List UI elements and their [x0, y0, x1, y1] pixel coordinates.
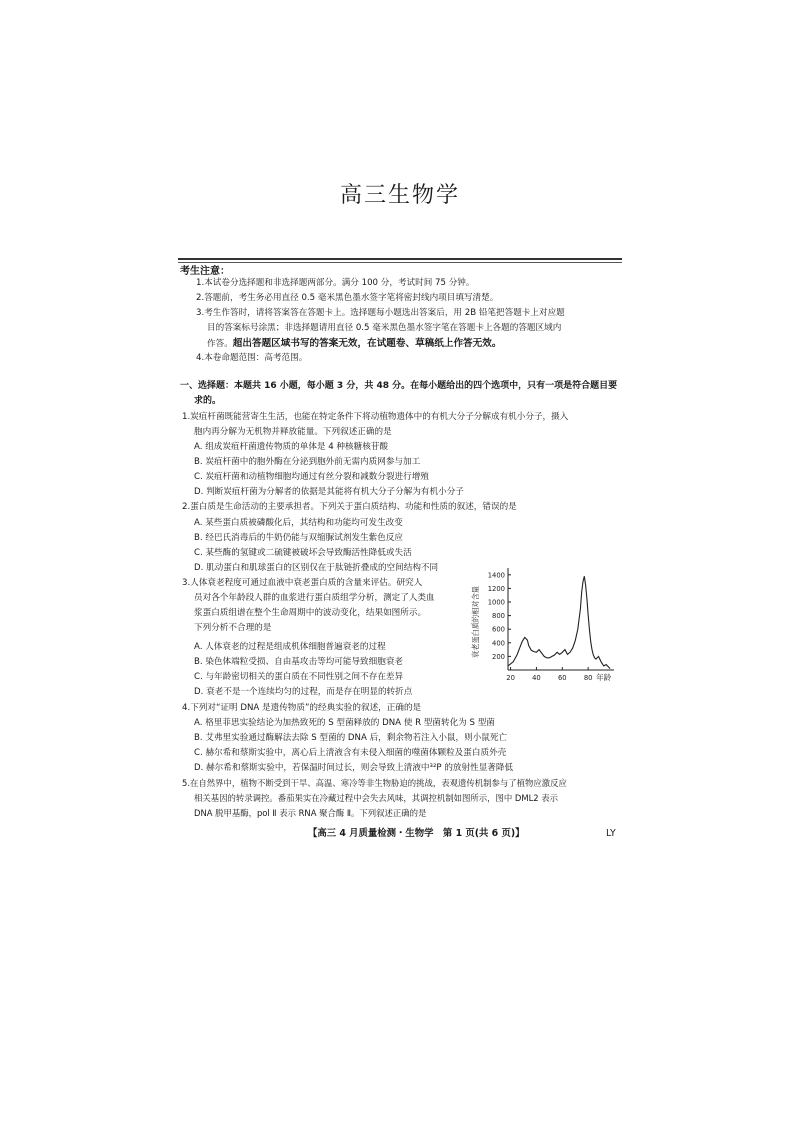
- notice-item-3: 3.考生作答时，请将答案答在答题卡上。选择题每小题选出答案后，用 2B 铅笔把答题卡上对应题: [196, 308, 565, 318]
- chart-xlabel: 年龄: [596, 673, 612, 682]
- notice-item-3-tail-prefix: 作答。: [207, 339, 233, 349]
- section1-heading-cont: 求的。: [194, 396, 222, 406]
- q1-option-a: A. 组成炭疽杆菌遗传物质的单体是 4 种核糖核苷酸: [194, 442, 388, 452]
- aging-protein-chart: [468, 560, 624, 690]
- q1-stem-cont: 胞内再分解为无机物并释放能量。下列叙述正确的是: [194, 427, 392, 437]
- q5-stem: 5.在自然界中，植物不断受到干旱、高温、寒冷等非生物胁迫的挑战，表观遗传机制参与了植物应激反应: [182, 778, 567, 788]
- chart-ylabel: 衰老蛋白质的相对含量: [471, 586, 480, 658]
- chart-y-tick-label: 1200: [487, 584, 505, 593]
- chart-x-tick-label: 40: [532, 674, 541, 682]
- q1-option-b: B. 炭疽杆菌中的胞外酶在分泌到胞外前无需内质网参与加工: [194, 457, 421, 467]
- q4-option-a: A. 格里菲思实验结论为加热致死的 S 型菌释放的 DNA 使 R 型菌转化为 S 型菌: [194, 718, 495, 728]
- q3-stem-2: 员对各个年龄段人群的血浆进行蛋白质组学分析，测定了人类血: [194, 593, 435, 603]
- q3-stem-4: 下列分析不合理的是: [194, 623, 272, 633]
- section1-heading: 一、选择题：本题共 16 小题，每小题 3 分，共 48 分。在每小题给出的四个选项中，只有一项是符合题目要: [180, 381, 618, 391]
- q2-stem: 2.蛋白质是生命活动的主要承担者。下列关于蛋白质结构、功能和性质的叙述，错误的是: [182, 502, 517, 512]
- q4-option-d: D. 赫尔希和蔡斯实验中，若保温时间过长，则会导致上清液中³²P 的放射性显著降低: [194, 763, 514, 773]
- q4-option-b: B. 艾弗里实验通过酶解法去除 S 型菌的 DNA 后，剩余物若注入小鼠，则小鼠死亡: [194, 733, 508, 743]
- title-rule: [178, 258, 622, 260]
- q3-option-b: B. 染色体端粒受损、自由基攻击等均可能导致细胞衰老: [194, 657, 404, 667]
- q1-option-d: D. 判断炭疽杆菌为分解者的依据是其能将有机大分子分解为有机小分子: [194, 487, 464, 497]
- q2-option-b: B. 经巴氏消毒后的牛奶仍能与双缩脲试剂发生紫色反应: [194, 533, 404, 543]
- chart-y-tick-label: 600: [492, 625, 505, 634]
- notice-item-4: 4.本卷命题范围：高考范围。: [196, 353, 308, 363]
- q2-option-d: D. 肌动蛋白和肌球蛋白的区别仅在于肽链折叠成的空间结构不同: [194, 563, 439, 573]
- title-rule-thin: [178, 262, 622, 263]
- chart-x-tick-label: 80: [583, 674, 593, 682]
- q5-stem-3: DNA 脱甲基酶，pol Ⅱ 表示 RNA 聚合酶 Ⅱ。下列叙述正确的是: [194, 808, 427, 818]
- notice-item-1: 1.本试卷分选择题和非选择题两部分。满分 100 分，考试时间 75 分钟。: [196, 278, 475, 288]
- q4-option-c: C. 赫尔希和蔡斯实验中，离心后上清液含有未侵入细菌的噬菌体颗粒及蛋白质外壳: [194, 748, 507, 758]
- q3-option-c: C. 与年龄密切相关的蛋白质在不同性别之间不存在差异: [194, 672, 404, 682]
- chart-y-tick-label: 200: [492, 652, 505, 661]
- chart-series-line: [508, 576, 610, 668]
- notice-item-3-cont: 目的答案标号涂黑；非选择题请用直径 0.5 毫米黑色墨水签字笔在答题卡上各题的答题区域内: [207, 323, 562, 333]
- page-footer: 【高三 4 月质量检测・生物学 第 1 页(共 6 页)】: [308, 828, 525, 839]
- q2-option-a: A. 某些蛋白质被磷酸化后，其结构和功能均可发生改变: [194, 518, 403, 528]
- q2-option-c: C. 某些酶的氢键或二硫键被破坏会导致酶活性降低或失活: [194, 548, 412, 558]
- q1-stem: 1.炭疽杆菌既能营寄生生活，也能在特定条件下将动植物遗体中的有机大分子分解成有机小分子，摄入: [182, 412, 569, 422]
- chart-y-tick-label: 800: [492, 612, 505, 621]
- page-title: 高三生物学: [339, 183, 460, 208]
- chart-y-tick-label: 400: [492, 639, 505, 648]
- q3-option-d: D. 衰老不是一个连续均匀的过程，而是存在明显的转折点: [194, 687, 413, 697]
- notice-heading: 考生注意：: [180, 266, 230, 277]
- notice-item-2: 2.答题前，考生务必用直径 0.5 毫米黑色墨水签字笔将密封线内项目填写清楚。: [196, 293, 499, 303]
- q3-stem-3: 浆蛋白质组谱在整个生命周期中的波动变化，结果如图所示。: [194, 608, 427, 618]
- q3-option-a: A. 人体衰老的过程是组成机体细胞普遍衰老的过程: [194, 642, 386, 652]
- q5-stem-2: 相关基因的转录调控。番茄果实在冷藏过程中会失去风味，其调控机制如图所示，图中 DML2 表示: [194, 793, 558, 803]
- chart-y-tick-label: 1400: [487, 571, 505, 580]
- chart-x-tick-label: 20: [506, 674, 515, 682]
- footer-code: LY: [606, 828, 616, 839]
- q3-stem: 3.人体衰老程度可通过血液中衰老蛋白质的含量来评估。研究人: [182, 578, 423, 588]
- q4-stem: 4.下列对“证明 DNA 是遗传物质”的经典实验的叙述，正确的是: [182, 703, 422, 713]
- chart-x-tick-label: 60: [557, 674, 567, 682]
- chart-y-tick-label: 1000: [487, 598, 505, 607]
- notice-item-3-tail-bold: 超出答题区域书写的答案无效，在试题卷、草稿纸上作答无效。: [232, 338, 502, 349]
- q1-option-c: C. 炭疽杆菌和动植物细胞均通过有丝分裂和减数分裂进行增殖: [194, 472, 429, 482]
